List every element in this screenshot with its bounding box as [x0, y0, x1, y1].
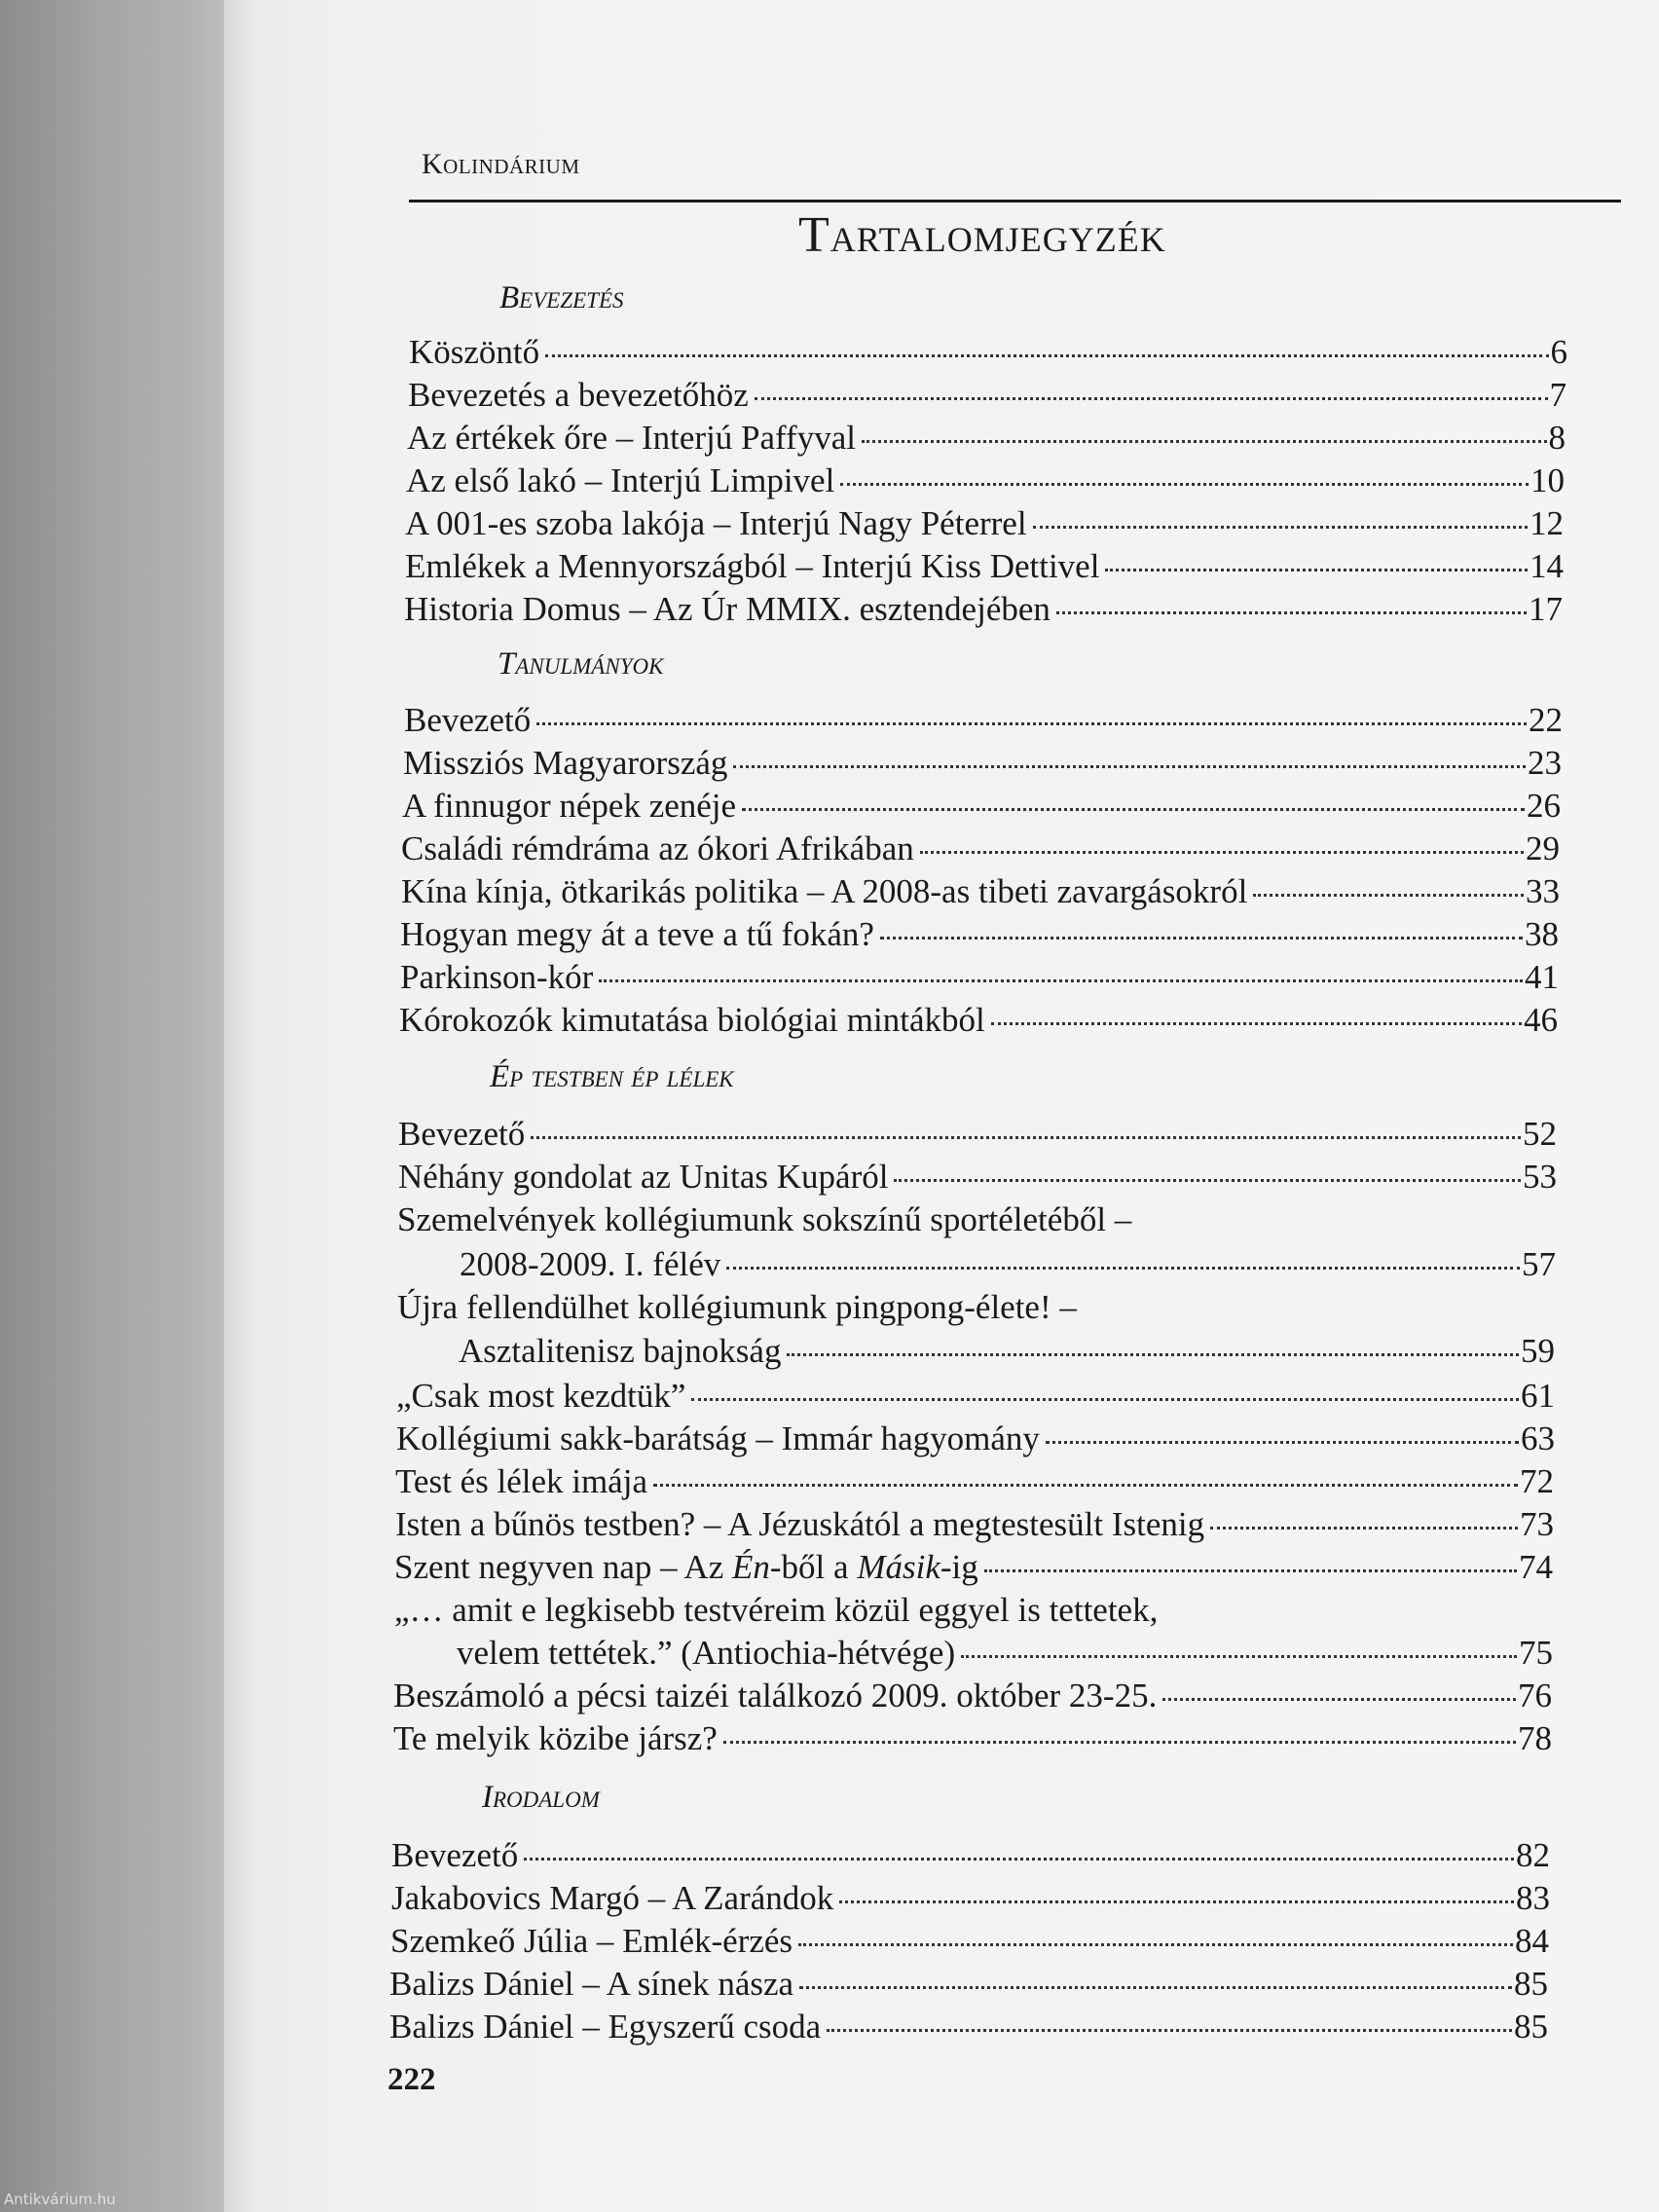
entry-page: 7: [1549, 376, 1567, 414]
toc-entry[interactable]: [409, 333, 1567, 372]
toc-entry[interactable]: [404, 590, 1563, 629]
dot-leader: [961, 1655, 1517, 1658]
entry-page: 46: [1524, 1001, 1558, 1039]
dot-leader: [1046, 1441, 1519, 1444]
toc-entry[interactable]: [398, 1115, 1557, 1154]
toc-entry[interactable]: [405, 547, 1564, 586]
toc-entry[interactable]: [401, 872, 1560, 911]
entry-title: Köszöntő: [409, 333, 540, 371]
toc-entry[interactable]: [457, 1634, 1553, 1673]
entry-title: Néhány gondolat az Unitas Kupáról: [398, 1158, 889, 1196]
watermark: Antikvárium.hu: [4, 2191, 116, 2208]
entry-page: 85: [1514, 1965, 1548, 2003]
entry-title: Kórokozók kimutatása biológiai mintákból: [399, 1001, 985, 1039]
dot-leader: [840, 483, 1529, 486]
title-italic: Másik: [857, 1548, 940, 1586]
toc-entry[interactable]: [460, 1245, 1556, 1284]
toc-entry[interactable]: [389, 1965, 1548, 2004]
toc-entry[interactable]: [404, 701, 1563, 740]
entry-title: Bevezetés a bevezetőhöz: [408, 376, 749, 414]
page-number: 222: [387, 2062, 436, 2097]
entry-title: Test és lélek imája: [395, 1462, 647, 1500]
dot-leader: [653, 1484, 1518, 1487]
entry-page: 29: [1526, 830, 1560, 867]
dot-leader: [755, 397, 1548, 400]
entry-page: 33: [1526, 872, 1560, 910]
entry-page: 14: [1530, 547, 1564, 585]
entry-page: 57: [1522, 1245, 1556, 1283]
dot-leader: [799, 1986, 1512, 1989]
dot-leader: [545, 354, 1548, 357]
page-title: Tartalomjegyzék: [798, 207, 1166, 263]
entry-page: 61: [1521, 1377, 1555, 1415]
toc-entry[interactable]: [405, 504, 1564, 543]
section-heading: Ép testben ép lélek: [490, 1059, 734, 1094]
dot-leader: [524, 1858, 1514, 1861]
entry-page: 10: [1530, 461, 1565, 499]
entry-page: 38: [1525, 915, 1559, 953]
dot-leader: [827, 2029, 1512, 2032]
entry-page: 83: [1516, 1879, 1550, 1917]
entry-page: 72: [1520, 1462, 1554, 1500]
title-italic: Én: [732, 1548, 770, 1586]
entry-title: Szemkeő Júlia – Emlék-érzés: [390, 1922, 793, 1960]
toc-entry[interactable]: [401, 830, 1560, 868]
entry-page: 73: [1520, 1505, 1554, 1543]
entry-page: 84: [1515, 1922, 1549, 1960]
entry-page: 17: [1529, 590, 1563, 628]
entry-title: A 001-es szoba lakója – Interjú Nagy Péterrel: [405, 504, 1027, 542]
toc-entry-first-line: Újra fellendülhet kollégiumunk pingpong-élete! –: [397, 1288, 1077, 1326]
toc-entry[interactable]: [393, 1677, 1552, 1715]
entry-title: Beszámoló a pécsi taizéi találkozó 2009. október 23-25.: [393, 1677, 1158, 1714]
section-heading: Tanulmányok: [498, 646, 664, 682]
entry-title: velem tettétek.” (Antiochia-hétvége): [457, 1634, 956, 1672]
dot-leader: [726, 1267, 1520, 1270]
toc-entry[interactable]: [400, 958, 1559, 997]
entry-title: Kína kínja, ötkarikás politika – A 2008-as tibeti zavargásokról: [401, 872, 1248, 910]
toc-entry[interactable]: [389, 2008, 1548, 2046]
entry-page: 82: [1516, 1836, 1550, 1874]
dot-leader: [839, 1900, 1514, 1903]
entry-title: Historia Domus – Az Úr MMIX. esztendejében: [404, 590, 1051, 628]
entry-page: 52: [1523, 1115, 1557, 1153]
dot-leader: [1033, 526, 1528, 529]
dot-leader: [1162, 1698, 1516, 1701]
toc-entry[interactable]: [407, 419, 1566, 458]
toc-entry[interactable]: [391, 1836, 1550, 1875]
entry-title: Missziós Magyarország: [403, 744, 728, 782]
dot-leader: [1105, 569, 1528, 571]
entry-title: Balizs Dániel – A sínek násza: [389, 1965, 794, 2003]
toc-entry[interactable]: [403, 744, 1562, 783]
toc-entry[interactable]: [395, 1505, 1554, 1544]
entry-title: Hogyan megy át a teve a tű fokán?: [400, 915, 874, 953]
entry-page: 85: [1514, 2008, 1548, 2046]
toc-entry[interactable]: [406, 461, 1565, 500]
title-part: Szent negyven nap – Az: [394, 1548, 732, 1586]
header-rule: [409, 200, 1621, 203]
dot-leader: [536, 722, 1527, 725]
running-head: Kolindárium: [422, 148, 580, 180]
dot-leader: [798, 1943, 1513, 1946]
dot-leader: [531, 1136, 1521, 1139]
entry-title: Balizs Dániel – Egyszerű csoda: [389, 2008, 822, 2046]
entry-title: Az értékek őre – Interjú Paffyval: [407, 419, 856, 457]
toc-entry[interactable]: [408, 376, 1567, 415]
toc-entry[interactable]: [398, 1158, 1557, 1197]
section-heading: Irodalom: [482, 1780, 600, 1815]
dot-leader: [862, 440, 1547, 443]
entry-title: Bevezető: [404, 701, 532, 739]
book-page: [224, 0, 1659, 2212]
entry-title: Jakabovics Margó – A Zarándok: [391, 1879, 834, 1917]
toc-entry[interactable]: [396, 1419, 1555, 1458]
dot-leader: [991, 1022, 1522, 1025]
entry-title: Isten a bűnös testben? – A Jézuskától a megtestesült Istenig: [395, 1505, 1205, 1543]
entry-title: Családi rémdráma az ókori Afrikában: [401, 830, 914, 867]
dot-leader: [723, 1741, 1516, 1744]
entry-title: Kollégiumi sakk-barátság – Immár hagyomány: [396, 1419, 1040, 1457]
entry-title: Asztalitenisz bajnokság: [459, 1332, 782, 1370]
toc-entry[interactable]: [390, 1922, 1549, 1961]
entry-page: 74: [1519, 1548, 1553, 1586]
toc-entry[interactable]: [399, 1001, 1558, 1040]
dot-leader: [984, 1569, 1517, 1572]
dot-leader: [733, 765, 1526, 768]
entry-title: Bevezető: [398, 1115, 526, 1153]
dot-leader: [1253, 894, 1524, 897]
entry-page: 6: [1550, 333, 1567, 371]
entry-page: 59: [1521, 1332, 1555, 1370]
title-part: -ig: [940, 1548, 978, 1586]
dot-leader: [599, 979, 1523, 982]
dot-leader: [1210, 1527, 1518, 1530]
toc-entry[interactable]: [396, 1377, 1555, 1416]
toc-entry[interactable]: [459, 1332, 1555, 1371]
entry-page: 22: [1529, 701, 1563, 739]
entry-page: 76: [1518, 1677, 1552, 1714]
entry-title: Az első lakó – Interjú Limpivel: [406, 461, 835, 499]
entry-title: Bevezető: [391, 1836, 519, 1874]
entry-page: 8: [1548, 419, 1566, 457]
dot-leader: [894, 1179, 1521, 1182]
entry-title: [394, 1548, 978, 1587]
entry-title: Emlékek a Mennyországból – Interjú Kiss Dettivel: [405, 547, 1100, 585]
dot-leader: [742, 808, 1525, 811]
entry-page: 23: [1528, 744, 1562, 782]
entry-title: A finnugor népek zenéje: [402, 787, 737, 825]
dot-leader: [691, 1398, 1519, 1401]
title-part: -ből a: [769, 1548, 858, 1586]
background-left-margin: [0, 0, 243, 2212]
entry-title: Te melyik közibe jársz?: [393, 1719, 718, 1757]
entry-page: 26: [1527, 787, 1561, 825]
toc-entry[interactable]: [402, 787, 1561, 826]
dot-leader: [1056, 611, 1527, 614]
entry-title: Parkinson-kór: [400, 958, 594, 996]
dot-leader: [920, 851, 1524, 854]
entry-page: 75: [1519, 1634, 1553, 1672]
entry-page: 41: [1525, 958, 1559, 996]
entry-page: 78: [1518, 1719, 1552, 1757]
toc-entry[interactable]: [395, 1462, 1554, 1501]
toc-entry-first-line: „… amit e legkisebb testvéreim közül eggyel is tettetek,: [394, 1591, 1159, 1629]
entry-title: „Csak most kezdtük”: [396, 1377, 686, 1415]
toc-entry[interactable]: [391, 1879, 1550, 1918]
entry-page: 63: [1521, 1419, 1555, 1457]
entry-page: 12: [1530, 504, 1564, 542]
dot-leader: [787, 1353, 1519, 1356]
toc-entry[interactable]: [394, 1548, 1553, 1587]
entry-page: 53: [1523, 1158, 1557, 1196]
entry-title: 2008-2009. I. félév: [460, 1245, 721, 1283]
dot-leader: [880, 937, 1523, 940]
toc-entry[interactable]: [400, 915, 1559, 954]
toc-entry-first-line: Szemelvények kollégiumunk sokszínű sportéletéből –: [397, 1200, 1132, 1238]
section-heading: Bevezetés: [499, 280, 624, 315]
toc-entry[interactable]: [393, 1719, 1552, 1758]
